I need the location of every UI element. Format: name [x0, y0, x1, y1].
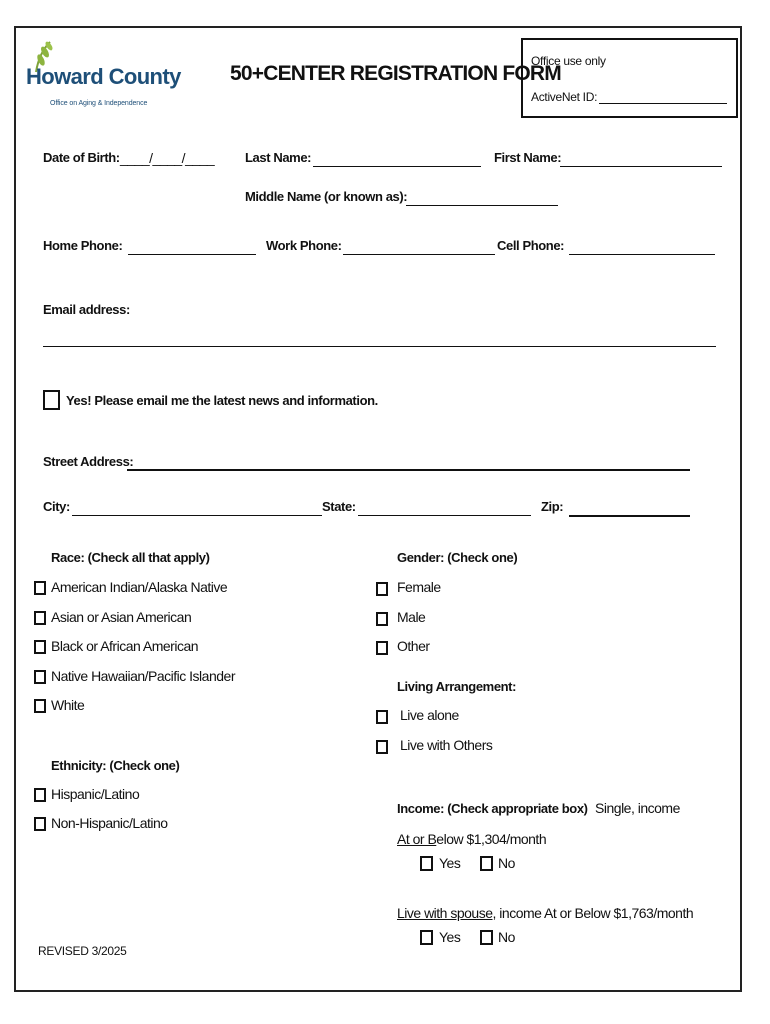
gender-option-other: Other [397, 638, 430, 654]
zip-label: Zip: [541, 499, 564, 514]
income-single-rest: elow $1,304/month [436, 831, 547, 847]
gender-checkbox-male[interactable] [376, 612, 388, 626]
race-checkbox-2[interactable] [34, 611, 46, 625]
first-name-label: First Name: [494, 150, 562, 165]
gender-option-female: Female [397, 579, 441, 595]
home-phone-field[interactable] [128, 254, 256, 255]
gender-checkbox-other[interactable] [376, 641, 388, 655]
last-name-label: Last Name: [245, 150, 312, 165]
last-name-field[interactable] [313, 166, 481, 167]
income-spouse-yes-label: Yes [439, 929, 461, 945]
race-option-2: Asian or Asian American [51, 609, 192, 625]
race-option-3: Black or African American [51, 638, 199, 654]
logo-subtitle: Office on Aging & Independence [50, 100, 148, 107]
work-phone-field[interactable] [343, 254, 495, 255]
living-checkbox-others[interactable] [376, 740, 388, 754]
ethnicity-checkbox-1[interactable] [34, 788, 46, 802]
activenet-label: ActiveNet ID: [531, 90, 598, 104]
middle-name-field[interactable] [406, 205, 558, 206]
income-spouse-label [397, 905, 693, 921]
race-checkbox-1[interactable] [34, 581, 46, 595]
income-heading-tail: Single, income [595, 800, 680, 816]
ethnicity-option-2: Non-Hispanic/Latino [51, 815, 168, 831]
gender-heading: Gender: (Check one) [397, 550, 518, 565]
page-title: 50+CENTER REGISTRATION FORM [230, 62, 561, 85]
office-use-box [521, 38, 738, 118]
page-border [14, 26, 742, 992]
race-checkbox-4[interactable] [34, 670, 46, 684]
race-checkbox-5[interactable] [34, 699, 46, 713]
cell-phone-field[interactable] [569, 254, 715, 255]
income-spouse-no-label: No [498, 929, 515, 945]
gender-option-male: Male [397, 609, 426, 625]
income-heading: Income: (Check appropriate box) [397, 801, 588, 816]
living-heading: Living Arrangement: [397, 679, 517, 694]
living-option-alone: Live alone [400, 707, 459, 723]
living-checkbox-alone[interactable] [376, 710, 388, 724]
work-phone-label: Work Phone: [266, 238, 342, 253]
race-option-5: White [51, 697, 85, 713]
office-use-label: Office use only [531, 54, 606, 68]
dob-label: Date of Birth: [43, 150, 120, 165]
email-field[interactable] [43, 346, 716, 347]
income-spouse-prefix: Live with spouse, [397, 905, 496, 921]
logo-name: Howard County [26, 64, 181, 89]
middle-name-label: Middle Name (or known as): [245, 189, 408, 204]
city-field[interactable] [72, 515, 322, 516]
ethnicity-heading: Ethnicity: (Check one) [51, 758, 180, 773]
cell-phone-label: Cell Phone: [497, 238, 565, 253]
logo [26, 40, 186, 112]
race-checkbox-3[interactable] [34, 640, 46, 654]
email-optin-checkbox[interactable] [43, 390, 60, 410]
street-field[interactable] [127, 469, 690, 471]
income-spouse-no-checkbox[interactable] [480, 930, 493, 945]
race-heading: Race: (Check all that apply) [51, 550, 210, 565]
ethnicity-option-1: Hispanic/Latino [51, 786, 140, 802]
zip-field[interactable] [569, 515, 690, 517]
city-label: City: [43, 499, 70, 514]
living-option-others: Live with Others [400, 737, 493, 753]
email-label: Email address: [43, 302, 130, 317]
income-single-yes-label: Yes [439, 855, 461, 871]
street-label: Street Address: [43, 454, 134, 469]
income-heading-row [397, 800, 680, 818]
state-label: State: [322, 499, 356, 514]
income-spouse-rest: income At or Below $1,763/month [495, 905, 694, 921]
income-spouse-yes-checkbox[interactable] [420, 930, 433, 945]
state-field[interactable] [358, 515, 531, 516]
income-single-yes-checkbox[interactable] [420, 856, 433, 871]
race-option-4: Native Hawaiian/Pacific Islander [51, 668, 235, 684]
income-single-no-label: No [498, 855, 515, 871]
ethnicity-checkbox-2[interactable] [34, 817, 46, 831]
first-name-field[interactable] [560, 166, 722, 167]
home-phone-label: Home Phone: [43, 238, 123, 253]
income-single-prefix: At or B [397, 831, 437, 847]
activenet-field[interactable] [599, 103, 727, 104]
race-option-1: American Indian/Alaska Native [51, 579, 228, 595]
revised-date: REVISED 3/2025 [38, 944, 127, 958]
income-single-label [397, 831, 546, 847]
gender-checkbox-female[interactable] [376, 582, 388, 596]
email-optin-label: Yes! Please email me the latest news and information. [66, 393, 378, 408]
income-single-no-checkbox[interactable] [480, 856, 493, 871]
dob-field[interactable]: ____/____/____ [120, 150, 215, 166]
